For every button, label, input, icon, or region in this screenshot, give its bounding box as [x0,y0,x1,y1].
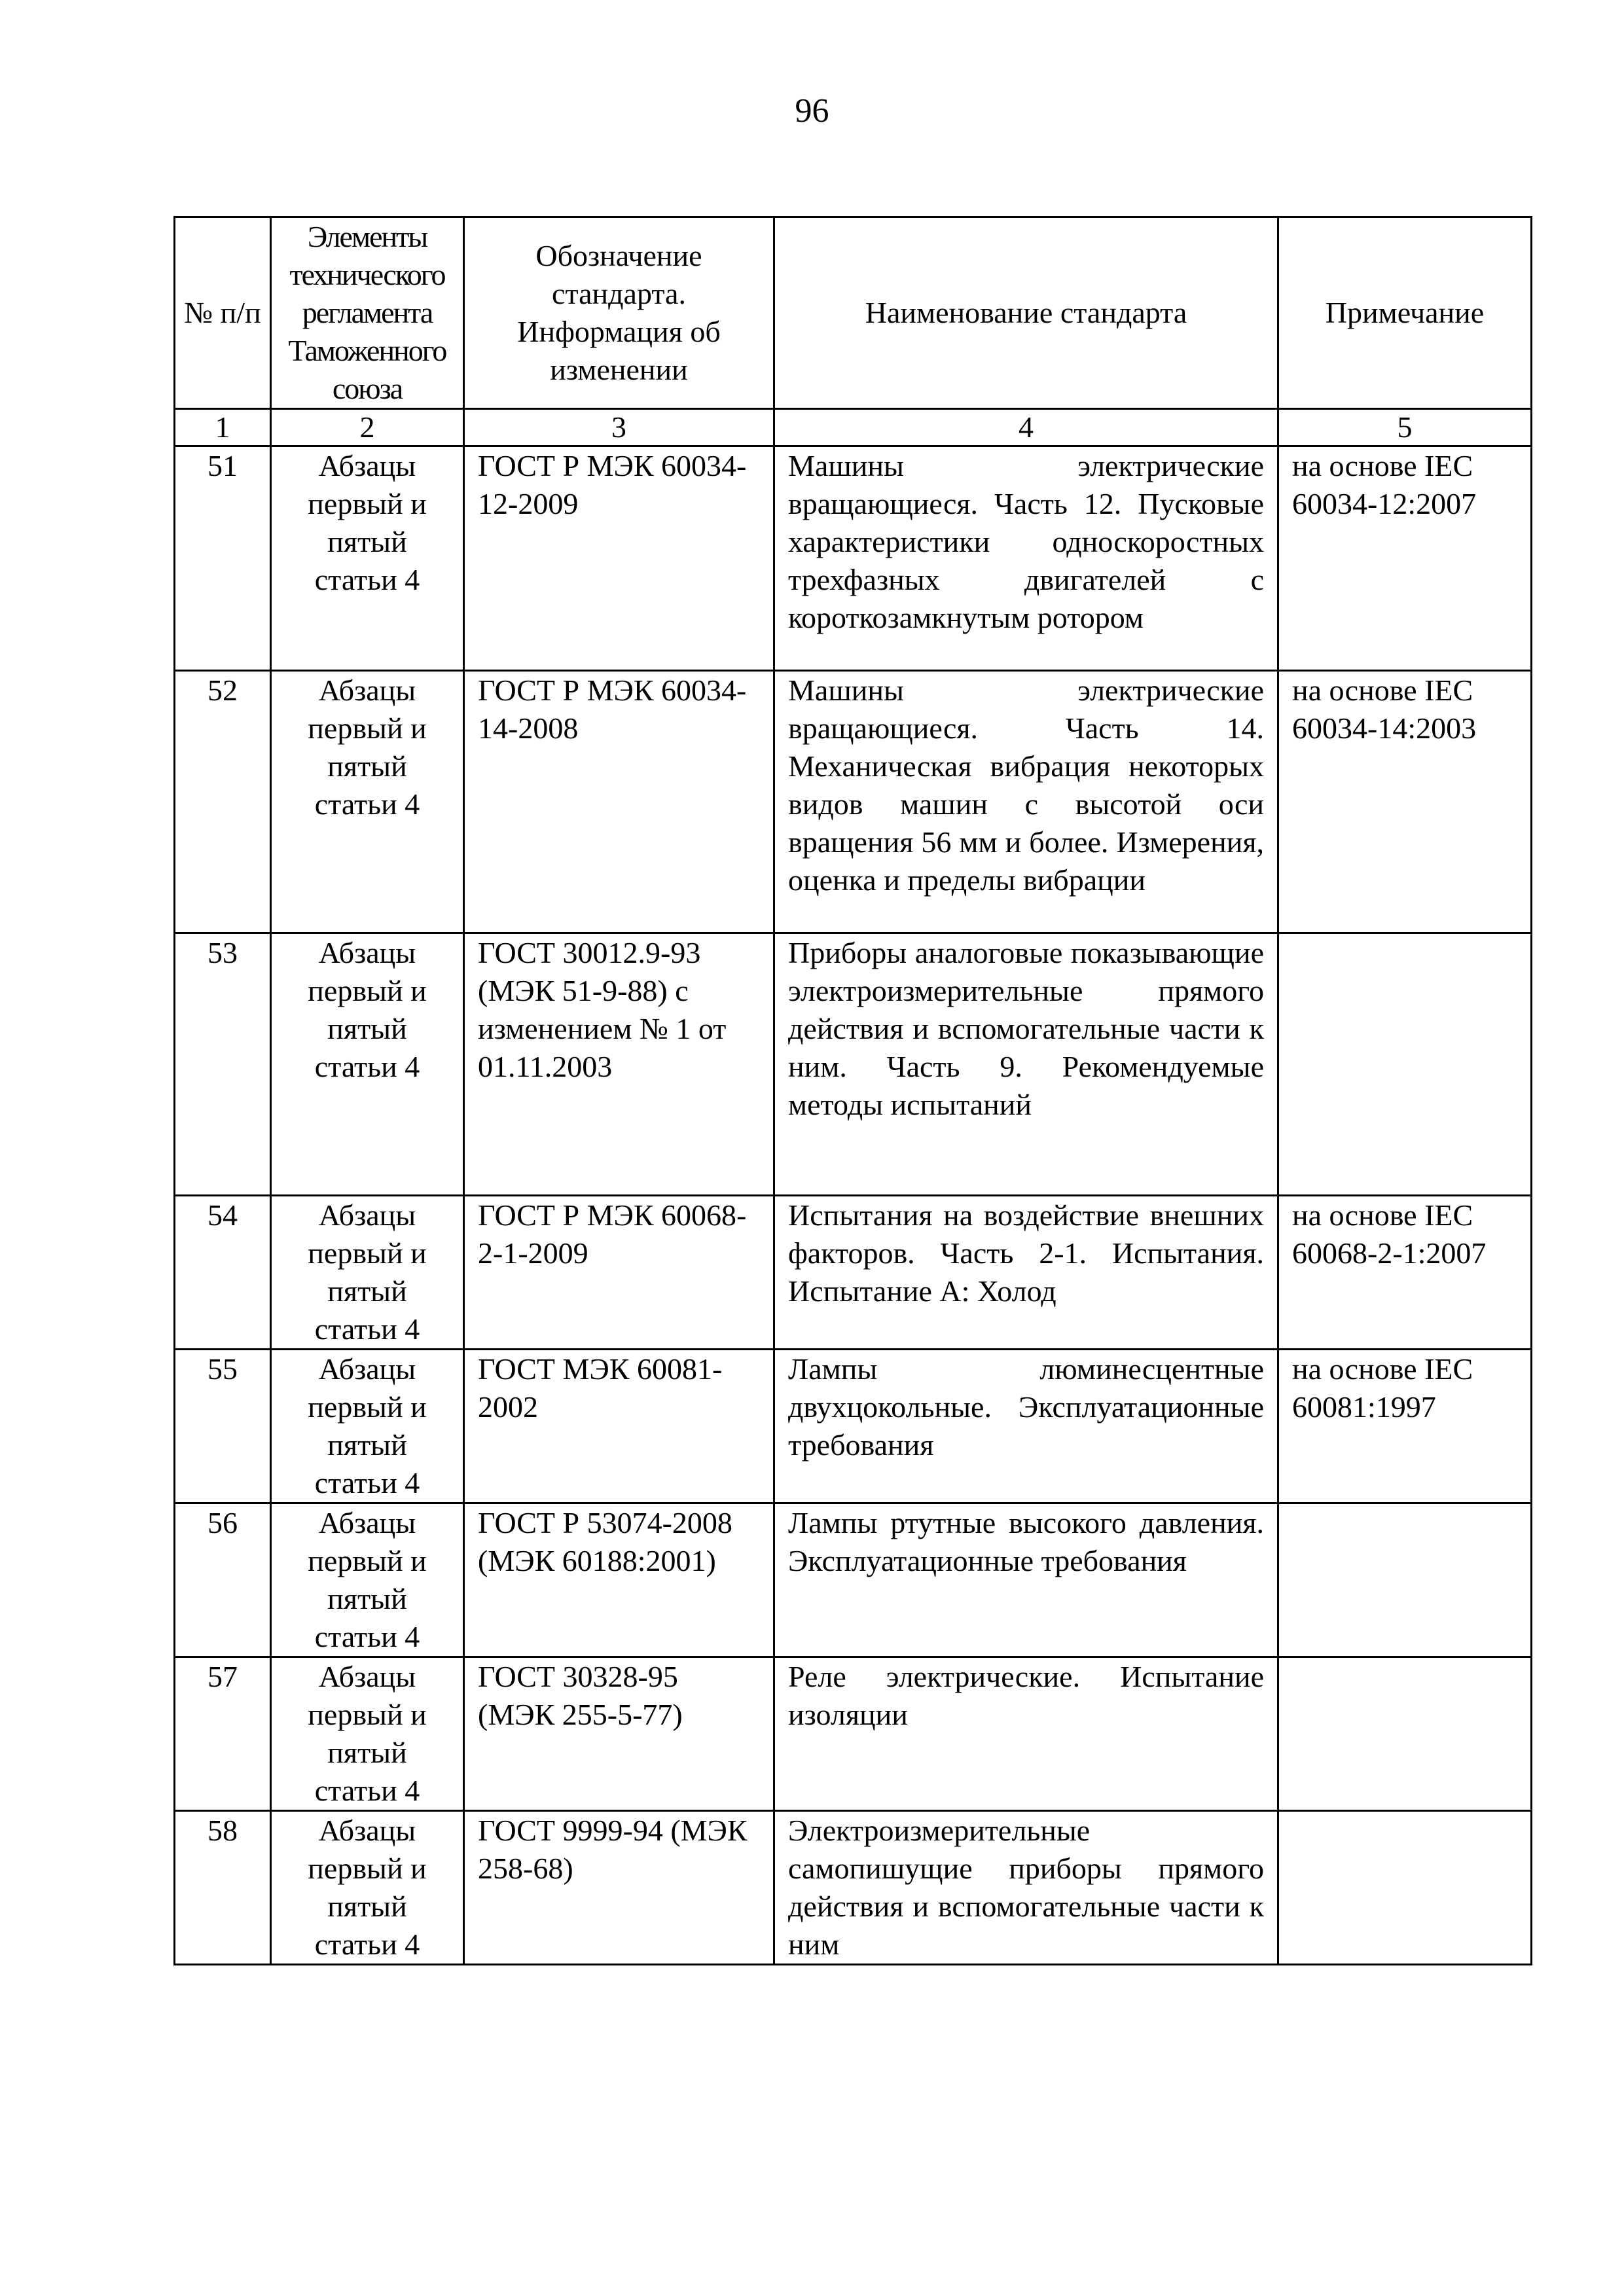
row-elements: Абзацы первый и пятый статьи 4 [271,1657,464,1811]
standards-table [173,216,1532,1965]
table-row [175,1657,1532,1811]
table-row [175,1503,1532,1657]
row-standard-name: Лампы ртутные высокого давления. Эксплуатационные требования [774,1503,1278,1657]
row-standard-name: Приборы аналоговые показывающие электроизмерительные прямого действия и вспомогательные части к ним. Часть 9. Рекомендуемые методы испытаний [774,933,1278,1196]
row-elements: Абзацы первый и пятый статьи 4 [271,671,464,933]
row-elements: Абзацы первый и пятый статьи 4 [271,446,464,671]
row-standard-code: ГОСТ 30328-95 (МЭК 255-5-77) [464,1657,774,1811]
row-standard-name: Машины электрические вращающиеся. Часть 12. Пусковые характеристики односкоростных трехфазных двигателей с короткозамкнутым ротором [774,446,1278,671]
column-number: 5 [1278,409,1532,446]
table-row [175,446,1532,671]
row-number: 55 [175,1350,271,1503]
header-num: № п/п [175,217,271,409]
column-number: 3 [464,409,774,446]
row-standard-code: ГОСТ 9999-94 (МЭК 258-68) [464,1811,774,1965]
row-standard-code: ГОСТ МЭК 60081-2002 [464,1350,774,1503]
table-row [175,671,1532,933]
row-standard-code: ГОСТ Р МЭК 60034-14-2008 [464,671,774,933]
row-elements: Абзацы первый и пятый статьи 4 [271,933,464,1196]
column-number: 1 [175,409,271,446]
row-elements: Абзацы первый и пятый статьи 4 [271,1350,464,1503]
row-elements: Абзацы первый и пятый статьи 4 [271,1196,464,1350]
row-note: на основе IEC 60034-12:2007 [1278,446,1532,671]
row-note [1278,1503,1532,1657]
row-standard-name: Лампы люминесцентные двухцокольные. Эксплуатационные требования [774,1350,1278,1503]
column-number-row [175,409,1532,446]
row-note [1278,1657,1532,1811]
page-number: 96 [795,92,829,130]
row-standard-name: Электроизмерительные самопишущие приборы прямого действия и вспомогательные части к ним [774,1811,1278,1965]
row-note: на основе IEC 60068-2-1:2007 [1278,1196,1532,1350]
row-number: 58 [175,1811,271,1965]
header-elements: Элементы технического регламента Таможенного союза [271,217,464,409]
row-note: на основе IEC 60034-14:2003 [1278,671,1532,933]
row-number: 54 [175,1196,271,1350]
row-number: 52 [175,671,271,933]
row-number: 57 [175,1657,271,1811]
column-number: 4 [774,409,1278,446]
row-standard-name: Испытания на воздействие внешних факторов. Часть 2-1. Испытания. Испытание А: Холод [774,1196,1278,1350]
header-code: Обозначение стандарта. Информация об изменении [464,217,774,409]
header-note: Примечание [1278,217,1532,409]
row-standard-code: ГОСТ Р МЭК 60034-12-2009 [464,446,774,671]
row-note [1278,933,1532,1196]
row-number: 51 [175,446,271,671]
row-standard-code: ГОСТ 30012.9-93 (МЭК 51-9-88) с изменением № 1 от 01.11.2003 [464,933,774,1196]
table-row [175,1811,1532,1965]
table-row [175,933,1532,1196]
row-standard-name: Реле электрические. Испытание изоляции [774,1657,1278,1811]
row-note: на основе IEC 60081:1997 [1278,1350,1532,1503]
table-row [175,1196,1532,1350]
row-number: 53 [175,933,271,1196]
row-note [1278,1811,1532,1965]
row-standard-code: ГОСТ Р МЭК 60068-2-1-2009 [464,1196,774,1350]
row-standard-code: ГОСТ Р 53074-2008 (МЭК 60188:2001) [464,1503,774,1657]
column-number: 2 [271,409,464,446]
header-name: Наименование стандарта [774,217,1278,409]
row-elements: Абзацы первый и пятый статьи 4 [271,1811,464,1965]
table-row [175,1350,1532,1503]
row-elements: Абзацы первый и пятый статьи 4 [271,1503,464,1657]
row-number: 56 [175,1503,271,1657]
header-row [175,217,1532,409]
row-standard-name: Машины электрические вращающиеся. Часть 14. Механическая вибрация некоторых видов машин с высотой оси вращения 56 мм и более. Измерения, оценка и пределы вибрации [774,671,1278,933]
